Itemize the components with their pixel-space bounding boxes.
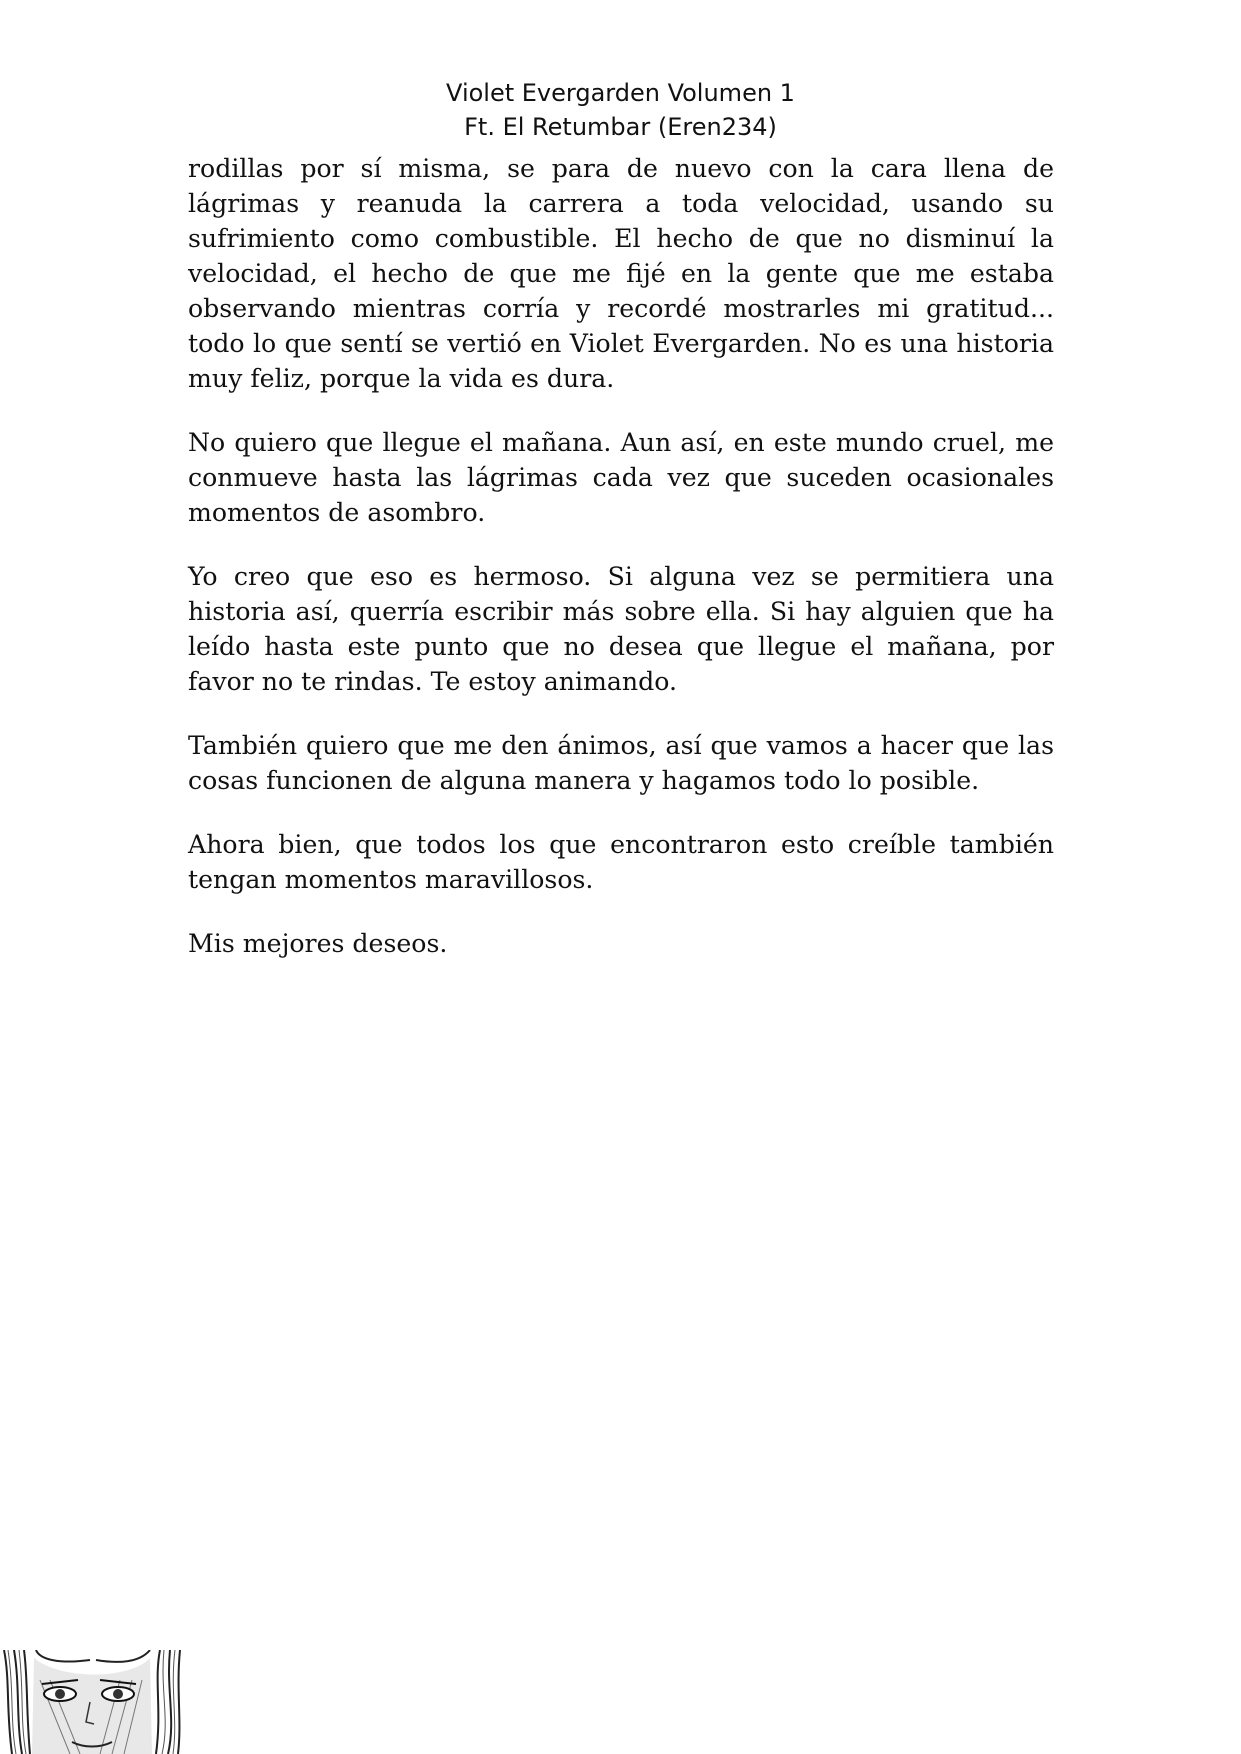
paragraph: También quiero que me den ánimos, así que vamos a hacer que las cosas funcionen de alguna manera y hagamos todo lo posible. <box>188 731 1054 795</box>
paragraph: Ahora bien, que todos los que encontraron esto creíble también tengan momentos maravillosos. <box>188 830 1054 894</box>
paragraph: Yo creo que eso es hermoso. Si alguna vez se permitiera una historia así, querría escribir más sobre ella. Si hay alguien que ha leído hasta este punto que no desea que llegue el mañana, por favor no te rindas. Te estoy animando. <box>188 562 1054 696</box>
corner-portrait-image <box>0 1650 184 1754</box>
page-header <box>0 76 1241 144</box>
paragraph: rodillas por sí misma, se para de nuevo con la cara llena de lágrimas y reanuda la carrera a toda velocidad, usando su sufrimiento como combustible. El hecho de que no disminuí la velocidad, el hecho de que me fijé en la gente que me estaba observando mientras corría y recordé mostrarles mi gratitud... todo lo que sentí se vertió en Violet Evergarden. No es una historia muy feliz, porque la vida es dura. <box>188 154 1054 393</box>
paragraph: Mis mejores deseos. <box>188 929 448 958</box>
header-subtitle: Ft. El Retumbar (Eren234) <box>464 113 777 141</box>
header-title: Violet Evergarden Volumen 1 <box>446 79 795 107</box>
document-body <box>188 151 1054 990</box>
paragraph: No quiero que llegue el mañana. Aun así, en este mundo cruel, me conmueve hasta las lágrimas cada vez que suceden ocasionales momentos de asombro. <box>188 428 1054 527</box>
